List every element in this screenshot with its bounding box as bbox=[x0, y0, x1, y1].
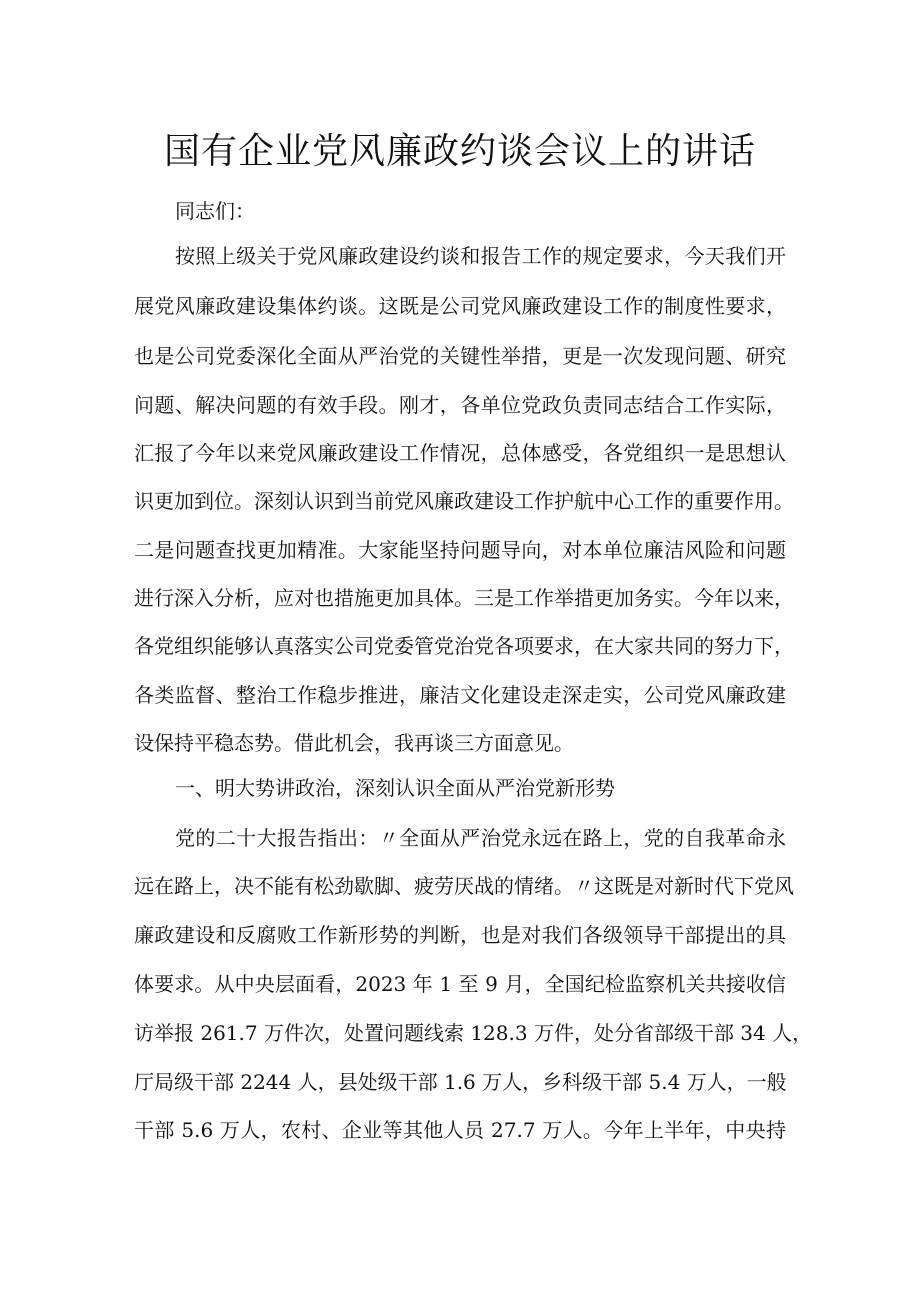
greeting: 同志们： bbox=[175, 199, 255, 223]
document-page: 国有企业党风廉政约谈会议上的讲话 同志们： 按照上级关于党风廉政建设约谈和报告工作的规定要求，今天我们开 展党风廉政建设集体约谈。这既是公司党风廉政建设工作的制度性要求， 也是公司党委深化全面从严治党的关键性举措，更是一次发现问题、研究 问题、解决问题的有效手段。刚才，各单位党政负责同志结合工作实际， 汇报了今年以来党风廉政建设工作情况，总体感受，各党组织一是思想认 识更加到位。深刻认识到当前党风廉政建设工作护航中心工作的重要作用。 二是问题查找更加精准。大家能坚持问题导向，对本单位廉洁风险和问题 进行深入分析，应对也措施更加具体。三是工作举措更加务实。今年以来， 各党组织能够认真落实公司党委管党治党各项要求，在大家共同的努力下， 各类监督、整治工作稳步推进，廉洁文化建设走深走实，公司党风廉政建 设保持平稳态势。借此机会，我再谈三方面意见。 一、明大势讲政治，深刻认识全面从严治党新形势 党的二十大报告指出：〃全面从严治党永远在路上，党的自我革命永 远在路上，决不能有松劲歇脚、疲劳厌战的情绪。〃这既是对新时代下党风 廉政建设和反腐败工作新形势的判断，也是对我们各级领导干部提出的具 体要求。从中央层面看，2023 年 1 至 9 月，全国纪检监察机关共接收信 访举报 261.7 万件次，处置问题线索 128.3 万件，处分省部级干部 34 人， 厅局级干部 2244 人，县处级干部 1.6 万人，乡科级干部 5.4 万人，一般 干部 5.6 万人，农村、企业等其他人员 27.7 万人。今年上半年，中央持 bbox=[0, 0, 920, 1301]
document-title: 国有企业党风廉政约谈会议上的讲话 bbox=[163, 131, 756, 172]
